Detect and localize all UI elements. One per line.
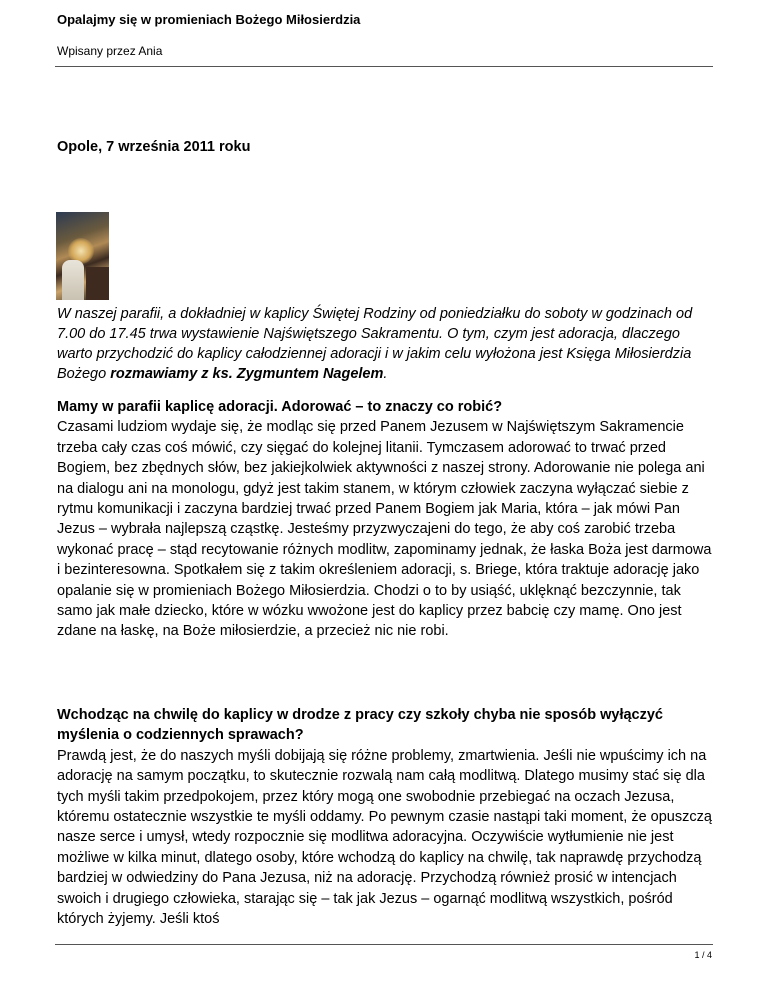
header-divider — [55, 66, 713, 67]
page-number: 1 / 4 — [694, 950, 712, 960]
answer-text: Prawdą jest, że do naszych myśli dobijają się różne problemy, zmartwienia. Jeśli nie wpuścimy ich na adorację na samym początku, to skutecznie rozwalą nam całą modlitwą. Dlatego musimy stać się dla tych myśli takim przedpokojem, przez który mogą one swobodnie przebiegać na oczach Jezusa, któremu ostatecznie wszystkie te myśli oddamy. Po pewnym czasie nastąpi taki moment, że opuszczą nasze serce i umysł, wtedy rozpocznie się modlitwa adoracyjna. Oczywiście wytłumienie nie jest możliwe w kilka minut, dlatego osoby, które wchodzą do kaplicy na chwilę, tak naprawdę przychodzą bardziej w odwiedziny do Pana Jezusa, niż na adorację. Przychodzą również prosić w intencjach swoich i drugiego człowieka, starając się – tak jak Jezus – ogarnąć modlitwą wszystkich, pośród których żyjemy. Jeśli ktoś — [57, 747, 712, 928]
intro-text: W naszej parafii, a dokładniej w kaplicy Świętej Rodziny od poniedziałku do soboty w godzinach od 7.00 do 17.45 trwa wystawienie Najświętszego Sakramentu. O tym, czym jest adoracja, dlaczego warto przychodzić do kaplicy całodziennej adoracji i w jakim celu wyłożona jest Księga Miłosierdzia Bożego — [57, 306, 693, 382]
author-line: Wpisany przez Ania — [57, 44, 163, 58]
photo-shadow — [86, 267, 109, 300]
answer-text: Czasami ludziom wydaje się, że modląc się przed Panem Jezusem w Najświętszym Sakramencie trzeba cały czas coś mówić, czy sięgać do kolejnej litanii. Tymczasem adorować to trwać przed Bogiem, bez zbędnych słów, bez jakiejkolwiek aktywności z naszej strony. Adorowanie nie polega ani na dialogu ani na monologu, gdyż jest takim stanem, w którym człowiek zaczyna wyłączać siebie z rytmu komunikacji i zaczyna bardziej trwać przed Panem Bogiem jak Maria, która – jak mówi Pan Jezus – wybrała najlepszą cząstkę. Jesteśmy przyzwyczajeni do tego, że aby coś zarobić trzeba wykonać pracę – stąd recytowanie różnych modlitw, zapominamy jednak, że łaska Boża jest darmowa i bezinteresowna. Spotkałem się z takim określeniem adoracji, s. Briege, która traktuje adorację jako opalanie się w promieniach Bożego Miłosierdzia. Chodzi o to by usiąść, uklęknąć bezczynnie, tak samo jak małe dziecko, które w wózku wwożone jest do kaplicy przez babcię czy mamę. Ono jest zdane na łaskę, na Boże miłosierdzie, a przecież nic nie robi. — [57, 419, 712, 640]
page-title: Opalajmy się w promieniach Bożego Miłosierdzia — [57, 12, 361, 27]
article-photo — [56, 212, 109, 300]
date-heading: Opole, 7 września 2011 roku — [57, 139, 251, 155]
priest-figure — [62, 260, 84, 300]
qa-block — [57, 705, 717, 929]
article-intro — [57, 304, 717, 384]
intro-bold: rozmawiamy z ks. Zygmuntem Nagelem — [110, 366, 384, 382]
qa-block — [57, 397, 717, 642]
intro-end: . — [383, 366, 388, 382]
question-heading: Wchodząc na chwilę do kaplicy w drodze z pracy czy szkoły chyba nie sposób wyłączyć myślenia o codziennych sprawach? — [57, 707, 663, 744]
footer-divider — [55, 944, 713, 945]
question-heading: Mamy w parafii kaplicę adoracji. Adorować – to znaczy co robić? — [57, 399, 503, 415]
